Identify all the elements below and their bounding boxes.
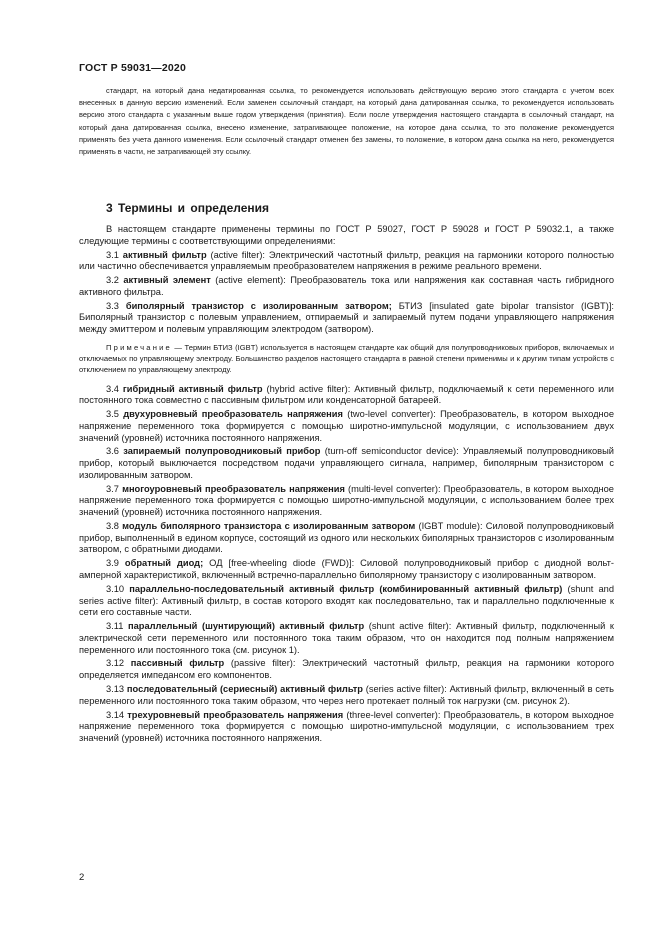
term-entry [79, 275, 614, 298]
terms-list-1 [79, 250, 614, 336]
term-number: 3.13 [106, 684, 127, 695]
note-label: Примечание [106, 342, 172, 352]
term-definition: (shunt and series active filter): Активный фильтр, в состав которого входят как последовательно, так и параллельно подключенные к сети его составные части. [79, 583, 614, 618]
term-entry [79, 250, 614, 273]
term-definition: (shunt active filter): Активный фильтр, подключенный к электрической сети переменного или постоянного тока таким образом, что он находится под полным напряжением переменного или постоянного тока (см. рисунок 1). [79, 621, 614, 655]
term-number: 3.5 [106, 409, 124, 420]
term-name: обратный диод; [124, 558, 204, 569]
term-entry [79, 710, 614, 745]
document-header: ГОСТ Р 59031—2020 [79, 62, 187, 74]
intro-paragraph: стандарт, на который дана недатированная ссылка, то рекомендуется использовать действующую версию этого стандарта с учетом всех внесенных в данную версию изменений. Если заменен ссылочный стандарт, на который дана датированная ссылка, то рекомендуется использовать версию этого стандарта с указанным выше годом утверждения (принятия). Если после утверждения настоящего стандарта в ссылочный стандарт, на который дана датированная ссылка, внесено изменение, затрагивающее положение, на которое дана ссылка, то это положение рекомендуется применять без учета данного изменения. Если ссылочный стандарт отменен без замены, то положение, в котором дана ссылка на него, рекомендуется применять в части, не затрагивающей эту ссылку. [79, 86, 614, 157]
term-name: трехуровневый преобразователь напряжения [127, 709, 344, 720]
term-number: 3.10 [106, 583, 130, 594]
term-entry [79, 521, 614, 556]
term-name: биполярный транзистор с изолированным затвором; [125, 300, 392, 311]
term-name: модуль биполярного транзистора с изолированным затвором [122, 520, 416, 531]
term-entry [79, 621, 614, 656]
term-definition: (turn-off semiconductor device): Управляемый полупроводниковый прибор, который выключается посредством подачи управляющего сигнала, например, биполярным транзистором с изолированным затвором. [79, 446, 614, 480]
term-definition: (IGBT module): Силовой полупроводниковый прибор, выполненный в едином корпусе, состоящий из одного или нескольких биполярных транзисторов с изолированным затвором, с обратными диодами. [79, 520, 614, 555]
term-definition: (passive filter): Электрический частотный фильтр, реакция на гармоники которого определяется импедансом его компонентов. [79, 658, 614, 681]
term-name: последовательный (сериесный) активный фильтр [126, 684, 363, 695]
term-definition: (active element): Преобразователь тока или напряжения как составная часть гибридного активного фильтра. [79, 275, 614, 297]
term-name: гибридный активный фильтр [122, 383, 263, 394]
term-entry [79, 301, 614, 336]
section-heading: 3 Термины и определения [106, 201, 270, 215]
term-definition: (hybrid active filter): Активный фильтр, подключаемый к сети переменного или постоянного тока совместно с пассивным фильтром или конденсаторной батареей. [79, 383, 614, 406]
term-entry [79, 658, 614, 681]
term-name: параллельный (шунтирующий) активный фильтр [128, 621, 365, 632]
term-entry [79, 384, 614, 407]
term-name: многоуровневый преобразователь напряжения [122, 483, 345, 494]
term-definition: (three-level converter): Преобразователь, в котором выходное напряжение переменного тока формируется с помощью широтно-импульсной модуляции, с использованием трех значений (уровней) источника постоянного напряжения. [79, 709, 614, 744]
terms-list-2 [79, 384, 614, 745]
note-text: — Термин БТИЗ (IGBT) используется в настоящем стандарте как общий для полупроводниковых приборов, включаемых и отключаемых по управляющему электроду. Большинство разделов настоящего стандарта в равной степени применимы и к другим типам устройств с отключением по управляющему электроду. [79, 342, 614, 375]
note-paragraph [79, 342, 614, 376]
lead-paragraph: В настоящем стандарте применены термины по ГОСТ Р 59027, ГОСТ Р 59028 и ГОСТ Р 59032.1, а также следующие термины с соответствующими определениями: [79, 224, 614, 246]
term-number: 3.11 [106, 621, 129, 632]
term-number: 3.12 [106, 658, 131, 669]
term-definition: (series active filter): Активный фильтр, включенный в сеть переменного или постоянного тока таким образом, что через него протекает полный ток нагрузки (см. рисунок 2). [79, 684, 614, 706]
term-number: 3.14 [106, 709, 128, 720]
term-number: 3.9 [106, 558, 125, 569]
term-name: активный элемент [123, 275, 211, 286]
term-name: двухуровневый преобразователь напряжения [123, 409, 343, 420]
terms-body [79, 224, 614, 747]
term-name: запираемый полупроводниковый прибор [123, 446, 321, 457]
term-number: 3.2 [106, 275, 124, 286]
term-entry [79, 684, 614, 707]
term-number: 3.6 [106, 446, 124, 457]
term-name: активный фильтр [122, 249, 207, 260]
term-definition: ОД [free-wheeling diode (FWD)]: Силовой полупроводниковый прибор с диодной вольт-амперной характеристикой, включенный встречно-параллельно биполярному транзистору с изолированным затвором. [79, 558, 614, 580]
term-definition: БТИЗ [insulated gate bipolar transistor (IGBT)]: Биполярный транзистор с полевым управлением, отпираемый и запираемый путем подачи управляющего напряжения между эмиттером и полевым управляющим электродом (затвором). [79, 300, 614, 335]
term-number: 3.1 [106, 249, 123, 260]
term-entry [79, 484, 614, 519]
term-entry [79, 584, 614, 619]
term-entry [79, 558, 614, 581]
term-name: пассивный фильтр [130, 658, 225, 669]
term-definition: (active filter): Электрический частотный фильтр, реакция на гармоники которого полностью или частично обеспечивается управляемым преобразователем напряжения в режиме реального времени. [79, 249, 614, 272]
term-number: 3.7 [106, 483, 123, 494]
term-entry [79, 409, 614, 444]
term-name: параллельно-последовательный активный фильтр (комбинированный активный фильтр) [129, 583, 563, 594]
page-number: 2 [79, 872, 85, 883]
term-number: 3.8 [106, 520, 123, 531]
term-number: 3.4 [106, 383, 123, 394]
term-definition: (multi-level converter): Преобразователь, в котором выходное напряжение переменного тока формируется с помощью широтно-импульсной модуляции, с использованием более трех значений (уровней) источника постоянного напряжения. [79, 483, 614, 518]
intro-block [79, 85, 614, 158]
term-entry [79, 446, 614, 481]
term-number: 3.3 [106, 300, 126, 311]
term-definition: (two-level converter): Преобразователь, в котором выходное напряжение переменного тока формируется с помощью широтно-импульсной модуляции, с использованием двух значений (уровней) источника постоянного напряжения. [79, 409, 614, 443]
